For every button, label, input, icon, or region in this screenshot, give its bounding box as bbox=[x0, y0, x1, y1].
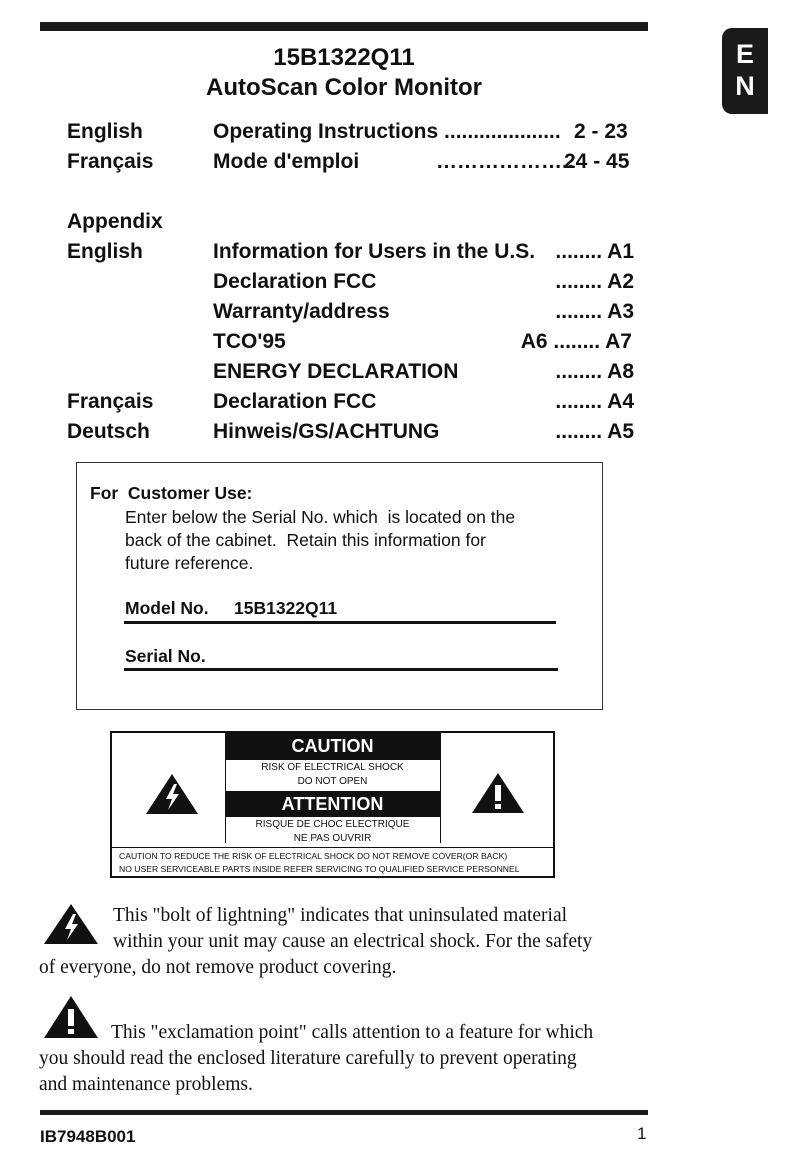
page-number: 1 bbox=[637, 1124, 647, 1143]
model-number-value: 15B1322Q11 bbox=[234, 598, 338, 618]
appendix-pages-a5: ........ A5 bbox=[555, 420, 634, 443]
appendix-lang-francais: Français bbox=[67, 390, 154, 413]
model-number-line bbox=[124, 621, 556, 624]
toc-title-mode: Mode d'emploi bbox=[213, 150, 360, 173]
caution-title: CAUTION bbox=[225, 733, 440, 760]
customer-use-heading: For Customer Use: bbox=[90, 483, 253, 503]
attention-title: ATTENTION bbox=[225, 791, 440, 817]
serial-number-label: Serial No. bbox=[125, 646, 206, 666]
product-title: AutoScan Color Monitor bbox=[206, 74, 482, 101]
appendix-title-hinweis: Hinweis/GS/ACHTUNG bbox=[213, 420, 440, 443]
model-title: 15B1322Q11 bbox=[273, 44, 415, 71]
appendix-title-warranty: Warranty/address bbox=[213, 300, 390, 323]
toc-pages-mode: 24 - 45 bbox=[564, 150, 630, 173]
toc-lang-francais: Français bbox=[67, 150, 154, 173]
appendix-title-info-users: Information for Users in the U.S. bbox=[213, 240, 536, 263]
appendix-pages-a1: ........ A1 bbox=[555, 240, 634, 263]
customer-instruction-1: Enter below the Serial No. which is located on the bbox=[125, 507, 516, 527]
lightning-note-line-1: This "bolt of lightning" indicates that uninsulated material bbox=[113, 905, 568, 926]
top-rule bbox=[40, 22, 648, 31]
appendix-title-energy: ENERGY DECLARATION bbox=[213, 360, 459, 383]
exclamation-note-icon bbox=[43, 995, 99, 1039]
model-number-label: Model No. bbox=[125, 598, 209, 618]
language-tab-letter-2: N bbox=[735, 71, 755, 101]
caution-footer-1: CAUTION TO REDUCE THE RISK OF ELECTRICAL SHOCK DO NOT REMOVE COVER(OR BACK) bbox=[119, 851, 508, 861]
document-code: IB7948B001 bbox=[40, 1127, 136, 1146]
toc-leader-mode: ……………….. bbox=[436, 150, 574, 173]
appendix-lang-deutsch: Deutsch bbox=[67, 420, 150, 443]
appendix-pages-a2: ........ A2 bbox=[555, 270, 634, 293]
appendix-pages-a3: ........ A3 bbox=[555, 300, 634, 323]
caution-footer-2: NO USER SERVICEABLE PARTS INSIDE REFER SERVICING TO QUALIFIED SERVICE PERSONNEL bbox=[119, 864, 520, 874]
appendix-title-declaration-fcc: Declaration FCC bbox=[213, 270, 377, 293]
customer-use-box bbox=[76, 462, 603, 710]
caution-text-1: RISK OF ELECTRICAL SHOCK bbox=[261, 762, 404, 773]
appendix-title-fcc-fr: Declaration FCC bbox=[213, 390, 377, 413]
lightning-note-icon bbox=[43, 903, 99, 945]
bottom-rule bbox=[40, 1110, 648, 1115]
toc-pages-operating: 2 - 23 bbox=[574, 120, 628, 143]
caution-text-2: DO NOT OPEN bbox=[297, 776, 368, 787]
appendix-pages-a4: ........ A4 bbox=[555, 390, 634, 413]
caution-label bbox=[110, 731, 555, 878]
exclamation-warning-icon bbox=[470, 771, 526, 815]
customer-instruction-3: future reference. bbox=[125, 553, 254, 573]
appendix-lang-english: English bbox=[67, 240, 143, 263]
customer-instruction-2: back of the cabinet. Retain this information for bbox=[125, 530, 486, 550]
lightning-warning-icon bbox=[144, 772, 200, 816]
exclamation-note-line-1: This "exclamation point" calls attention to a feature for which bbox=[111, 1022, 594, 1043]
appendix-heading: Appendix bbox=[67, 210, 163, 233]
attention-text-1: RISQUE DE CHOC ELECTRIQUE bbox=[255, 819, 410, 830]
toc-title-operating: Operating Instructions .................... bbox=[213, 120, 561, 143]
exclamation-note-line-2: you should read the enclosed literature carefully to prevent operating bbox=[39, 1048, 577, 1069]
appendix-title-tco: TCO'95 bbox=[213, 330, 286, 353]
language-tab bbox=[722, 28, 768, 114]
lightning-note-line-2: within your unit may cause an electrical shock. For the safety bbox=[113, 931, 593, 952]
exclamation-note-line-3: and maintenance problems. bbox=[39, 1074, 253, 1095]
caution-divider bbox=[112, 847, 553, 848]
appendix-pages-a6-a7: A6 ........ A7 bbox=[520, 330, 632, 353]
language-tab-letter-1: E bbox=[735, 39, 754, 69]
appendix-pages-a8: ........ A8 bbox=[555, 360, 634, 383]
lightning-note-line-3: of everyone, do not remove product covering. bbox=[39, 957, 397, 978]
serial-number-line[interactable] bbox=[124, 668, 558, 671]
toc-lang-english: English bbox=[67, 120, 143, 143]
attention-text-2: NE PAS OUVRIR bbox=[293, 833, 372, 844]
